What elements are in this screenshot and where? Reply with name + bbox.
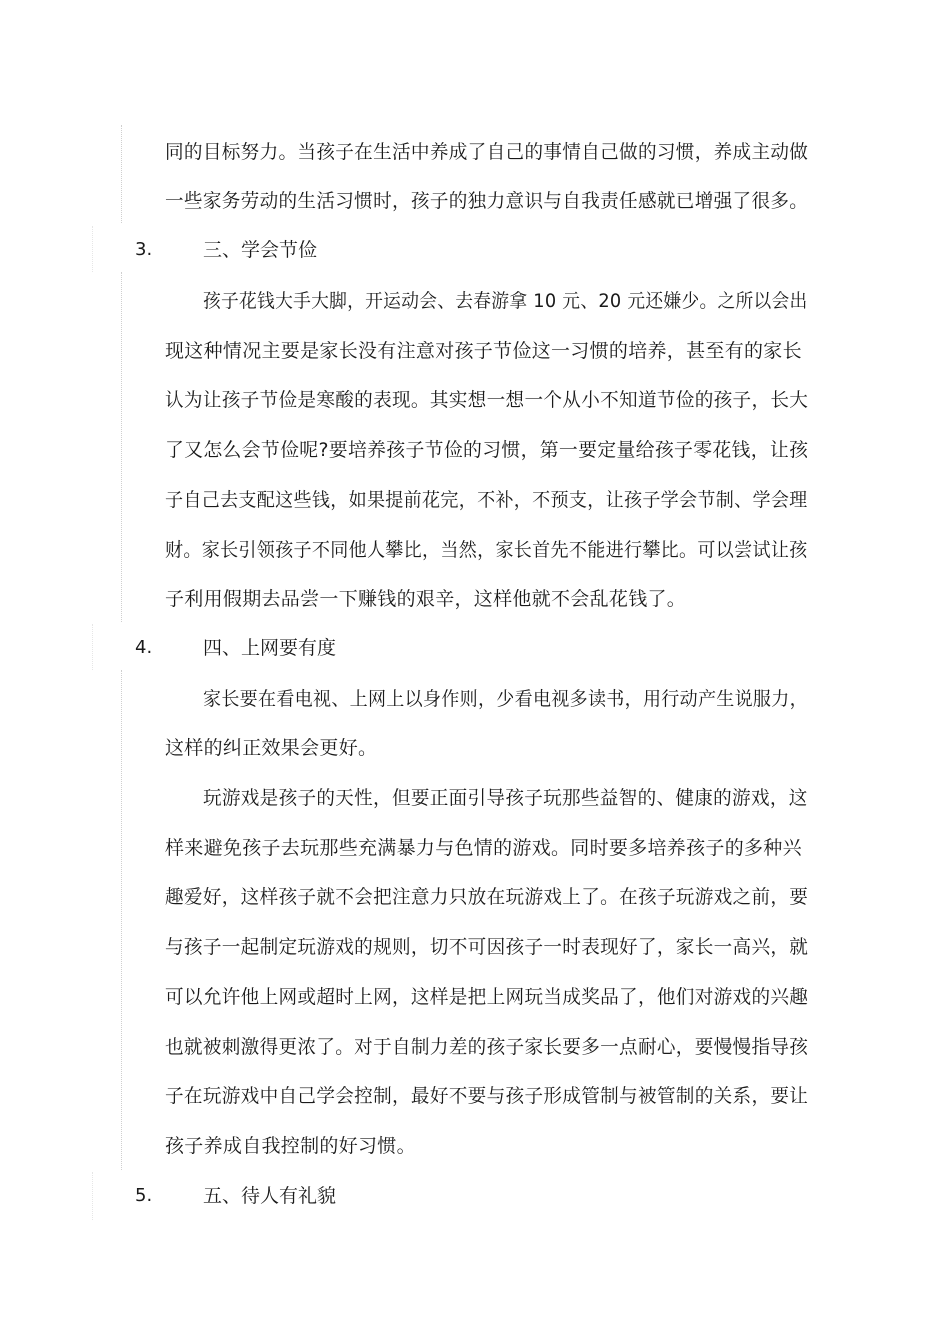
paragraph-line: 现这种情况主要是家长没有注意对孩子节俭这一习惯的培养，甚至有的家长 bbox=[165, 340, 802, 362]
paragraph-line: 同的目标努力。当孩子在生活中养成了自己的事情自己做的习惯，养成主动做 bbox=[165, 141, 809, 163]
list-number: 4. bbox=[135, 637, 153, 658]
section-heading: 四、上网要有度 bbox=[203, 637, 337, 659]
margin-bar bbox=[121, 670, 122, 1170]
margin-bar bbox=[121, 125, 122, 223]
paragraph-line: 家长要在看电视、上网上以身作则，少看电视多读书，用行动产生说服力， bbox=[203, 688, 808, 710]
section-heading: 三、学会节俭 bbox=[203, 239, 318, 261]
list-number: 5. bbox=[135, 1185, 153, 1206]
paragraph-line: 这样的纠正效果会更好。 bbox=[165, 737, 378, 759]
paragraph-line: 子在玩游戏中自己学会控制，最好不要与孩子形成管制与被管制的关系，要让 bbox=[165, 1085, 809, 1107]
paragraph-line: 孩子养成自我控制的好习惯。 bbox=[165, 1135, 416, 1157]
paragraph-line: 孩子花钱大手大脚，开运动会、去春游拿 10 元、20 元还嫌少。之所以会出 bbox=[203, 290, 808, 312]
paragraph-line: 与孩子一起制定玩游戏的规则，切不可因孩子一时表现好了，家长一高兴，就 bbox=[165, 936, 809, 958]
paragraph-line: 子自己去支配这些钱，如果提前花完，不补，不预支，让孩子学会节制、学会理 bbox=[165, 489, 808, 511]
margin-bar bbox=[92, 226, 93, 272]
paragraph-line: 了又怎么会节俭呢?要培养孩子节俭的习惯，第一要定量给孩子零花钱，让孩 bbox=[165, 439, 809, 461]
paragraph-line: 一些家务劳动的生活习惯时，孩子的独力意识与自我责任感就已增强了很多。 bbox=[165, 190, 809, 212]
paragraph-line: 也就被刺激得更浓了。对于自制力差的孩子家长要多一点耐心，要慢慢指导孩 bbox=[165, 1036, 809, 1058]
paragraph-line: 趣爱好，这样孩子就不会把注意力只放在玩游戏上了。在孩子玩游戏之前，要 bbox=[165, 886, 809, 908]
margin-bar bbox=[92, 1172, 93, 1220]
paragraph-line: 财。家长引领孩子不同他人攀比，当然，家长首先不能进行攀比。可以尝试让孩 bbox=[165, 539, 808, 561]
paragraph-line: 子利用假期去品尝一下赚钱的艰辛，这样他就不会乱花钱了。 bbox=[165, 588, 687, 610]
paragraph-line: 样来避免孩子去玩那些充满暴力与色情的游戏。同时要多培养孩子的多种兴 bbox=[165, 837, 802, 859]
margin-bar bbox=[92, 624, 93, 670]
margin-bar bbox=[121, 272, 122, 622]
paragraph-line: 玩游戏是孩子的天性，但要正面引导孩子玩那些益智的、健康的游戏，这 bbox=[203, 787, 808, 809]
section-heading: 五、待人有礼貌 bbox=[203, 1185, 337, 1207]
list-number: 3. bbox=[135, 239, 153, 260]
paragraph-line: 认为让孩子节俭是寒酸的表现。其实想一想一个从小不知道节俭的孩子，长大 bbox=[165, 389, 809, 411]
paragraph-line: 可以允许他上网或超时上网，这样是把上网玩当成奖品了，他们对游戏的兴趣 bbox=[165, 986, 809, 1008]
